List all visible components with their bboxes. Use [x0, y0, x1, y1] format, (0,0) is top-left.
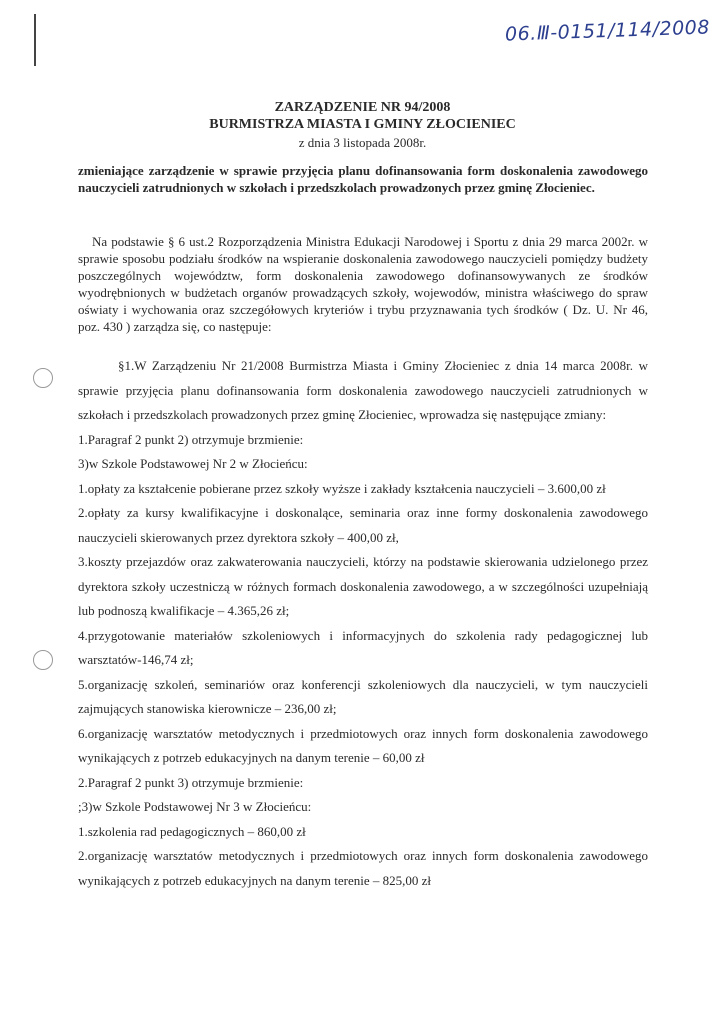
document-date: z dnia 3 listopada 2008r. [298, 135, 427, 150]
body-line: 1.Paragraf 2 punkt 2) otrzymuje brzmienie: [78, 431, 304, 447]
document-subject: zmieniające zarządzenie w sprawie przyjęcia planu dofinansowania form doskonalenia zawodowego nauczycieli zatrudnionych w szkołach i przedszkolach prowadzonych przez gminę Złocieniec. [78, 163, 648, 195]
body-line: 4.przygotowanie materiałów szkoleniowych i informacyjnych do szkolenia rady pedagogicznej lub warsztatów-146,74 zł; [78, 627, 648, 667]
scan-edge-mark [34, 14, 36, 66]
body-line: ;3)w Szkole Podstawowej Nr 3 w Złocieńcu: [78, 799, 312, 814]
body-line: 3.koszty przejazdów oraz zakwaterowania nauczycieli, którzy na podstawie skierowania udzielonego przez dyrektora szkoły uczestniczą w różnych formach doskonalenia zawodowego, a w szczególności uzupełniają lub podnoszą kwalifikacje – 4.365,26 zł; [78, 554, 648, 618]
body-line: 5.organizację szkoleń, seminariów oraz konferencji szkoleniowych dla nauczycieli, w tym nauczycieli zajmujących stanowiska kierownicze – 236,00 zł; [78, 676, 648, 716]
legal-basis-paragraph: Na podstawie § 6 ust.2 Rozporządzenia Ministra Edukacji Narodowej i Sportu z dnia 29 marca 2002r. w sprawie sposobu podziału środków na wspieranie doskonalenia zawodowego nauczycieli pomiędzy budżety poszczególnych województw, form doskonalenia zawodowego dofinansowywanych ze środków wyodrębnionych w budżetach organów prowadzących szkoły, wojewodów, ministra właściwego do spraw oświaty i wychowania oraz szczegółowych kryteriów i trybu przyznawania tych środków ( Dz. U. Nr 46, poz. 430 ) zarządza się, co następuje: [78, 234, 648, 334]
handwritten-reference-number: 06.Ⅲ-0151/114/2008 [504, 16, 711, 46]
body-line: 3)w Szkole Podstawowej Nr 2 w Złocieńcu: [78, 456, 308, 471]
document-body [78, 354, 648, 893]
body-line: 2.Paragraf 2 punkt 3) otrzymuje brzmienie: [78, 774, 304, 790]
body-line: 2.organizację warsztatów metodycznych i przedmiotowych oraz innych form doskonalenia zawodowego wynikających z potrzeb edukacyjnych na danym terenie – 825,00 zł [78, 848, 648, 888]
punch-hole [33, 650, 53, 670]
document-issuer: BURMISTRZA MIASTA I GMINY ZŁOCIENIEC [209, 117, 516, 132]
body-line: 6.organizację warsztatów metodycznych i przedmiotowych oraz innych form doskonalenia zawodowego wynikających z potrzeb edukacyjnych na danym terenie – 60,00 zł [78, 725, 648, 765]
paragraph-1: §1.W Zarządzeniu Nr 21/2008 Burmistrza Miasta i Gminy Złocieniec z dnia 14 marca 2008r. w sprawie przyjęcia planu dofinansowania form doskonalenia zawodowego nauczycieli zatrudnionych w szkołach i przedszkolach prowadzonych przez gminę Złocieniec, wprowadza się następujące zmiany: [78, 358, 648, 422]
body-line: 1.opłaty za kształcenie pobierane przez szkoły wyższe i zakłady kształcenia nauczycieli – 3.600,00 zł [78, 480, 606, 496]
punch-hole [33, 368, 53, 388]
document-title: ZARZĄDZENIE NR 94/2008 [274, 100, 451, 115]
body-line: 1.szkolenia rad pedagogicznych – 860,00 zł [78, 823, 306, 839]
body-line: 2.opłaty za kursy kwalifikacyjne i doskonalące, seminaria oraz inne formy doskonalenia zawodowego nauczycieli skierowanych przez dyrektora szkoły – 400,00 zł, [78, 505, 648, 545]
